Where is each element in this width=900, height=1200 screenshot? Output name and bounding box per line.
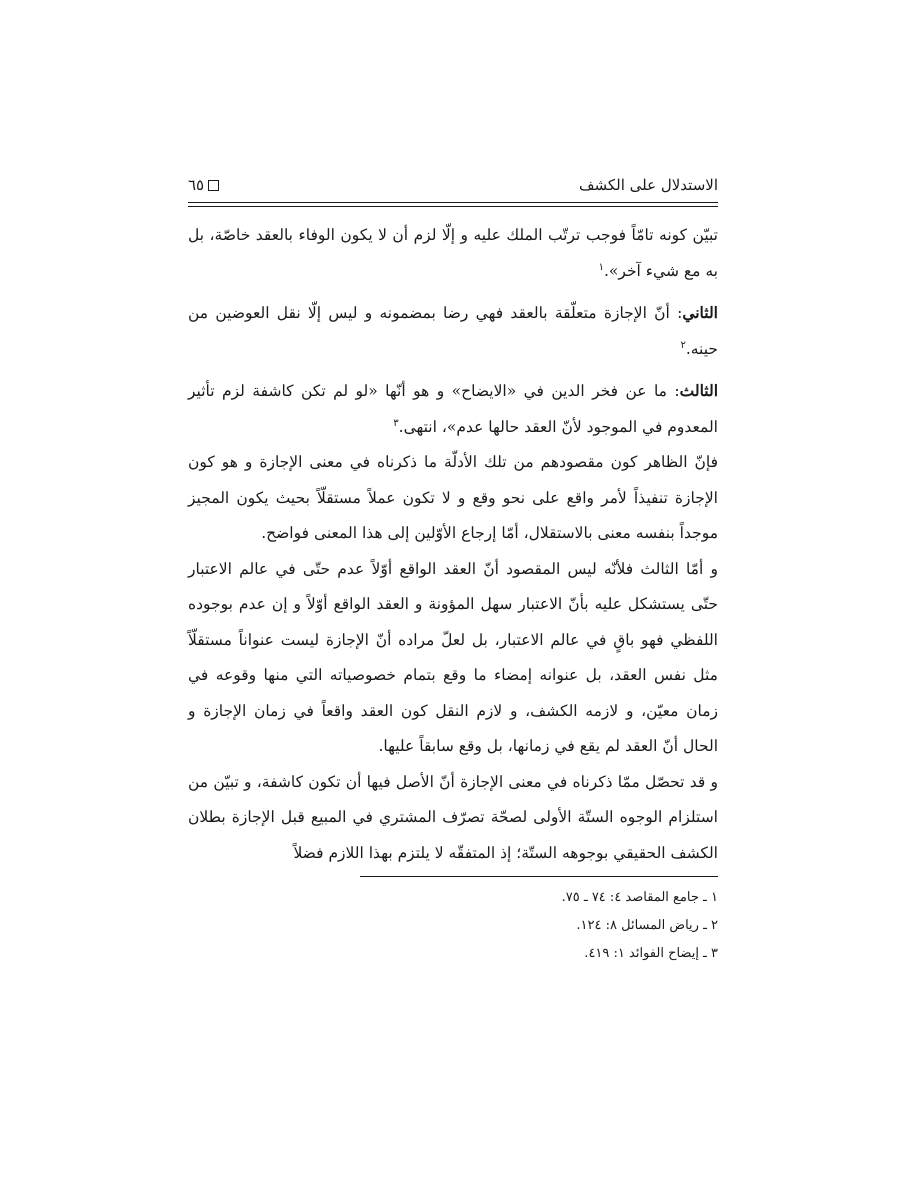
paragraph-text: تبيّن كونه تامّاً فوجب ترتّب الملك عليه و إلّا لزم أن لا يكون الوفاء بالعقد خاصّة، بل به مع شيء آخر». [188,226,718,280]
footnote-item: ١ ـ جامع المقاصد ٤: ٧٤ ـ ٧٥. [561,890,718,905]
footnote-ref: ١ [598,261,604,273]
footnote-item: ٣ ـ إيضاح الفوائد ١: ٤١٩. [584,946,718,961]
paragraph-text: فإنّ الظاهر كون مقصودهم من تلك الأدلّة ما ذكرناه في معنى الإجازة و هو كون الإجازة تنفيذاً لأمر واقع على نحو وقع و لا تكون عملاً مستقلّاً بحيث يكون المجيز موجداً بنفسه معنى بالاستقلال، أمّا إرجاع الأوّلين إلى هذا المعنى فواضح. [188,453,718,542]
paragraph-text: : أنّ الإجازة متعلّقة بالعقد فهي رضا بمضمونه و ليس إلّا نقل العوضين من حينه. [188,304,718,358]
paragraph-lead: الثالث [679,381,718,400]
paragraph-5 [188,552,718,765]
header-rule-top [188,202,718,203]
running-header [188,172,718,202]
main-text [188,218,718,871]
paragraph-text: و أمّا الثالث فلأنّه ليس المقصود أنّ العقد الواقع أوّلاً عدم حتّى في عالم الاعتبار حتّى يستشكل عليه بأنّ الاعتبار سهل المؤونة و العقد الواقع أوّلاً و إن عدم بوجوده اللفظي فهو باقٍ في عالم الاعتبار، بل لعلّ مراده أنّ الإجازة ليست عنواناً مستقلّاً مثل نفس العقد، بل عنوانه إمضاء ما وقع بتمام خصوصياته التي منها وقوعه في زمان معيّن، و لازمه الكشف، و لازم النقل كون العقد واقعاً في زمان الإجازة و الحال أنّ العقد لم يقع في زمانها، بل وقع سابقاً عليها. [188,559,718,755]
running-title: الاستدلال على الكشف [578,176,718,194]
footnote-separator [360,876,718,877]
paragraph-4 [188,445,718,552]
paragraph-text: و قد تحصّل ممّا ذكرناه في معنى الإجازة أنّ الأصل فيها أن تكون كاشفة، و تبيّن من استلزام الوجوه الستّة الأولى لصحّة تصرّف المشتري في المبيع قبل الإجازة بطلان الكشف الحقيقي بوجوهه الستّة؛ إذ المتفقّه لا يلتزم بهذا اللازم فضلاً [188,772,718,862]
paragraph-3 [188,373,718,445]
paragraph-1 [188,218,718,289]
footnote-ref: ٣ [393,417,399,429]
page-number: ٦٥ [188,176,205,194]
paragraph-6 [188,765,718,872]
footnote-item: ٢ ـ رياض المسائل ٨: ١٢٤. [576,918,718,933]
paragraph-lead: الثاني [682,303,718,322]
footnotes [358,884,718,968]
paragraph-text: : ما عن فخر الدين في «الايضاح» و هو أنّها «لو لم تكن كاشفة لزم تأثير المعدوم في الموجود لأنّ العقد حالها عدم»، انتهى. [188,382,718,436]
footnote-ref: ٢ [680,339,686,351]
square-ornament-icon [208,180,219,191]
paragraph-2 [188,295,718,367]
header-rule-bottom [188,206,718,207]
page-number-block [188,176,219,194]
